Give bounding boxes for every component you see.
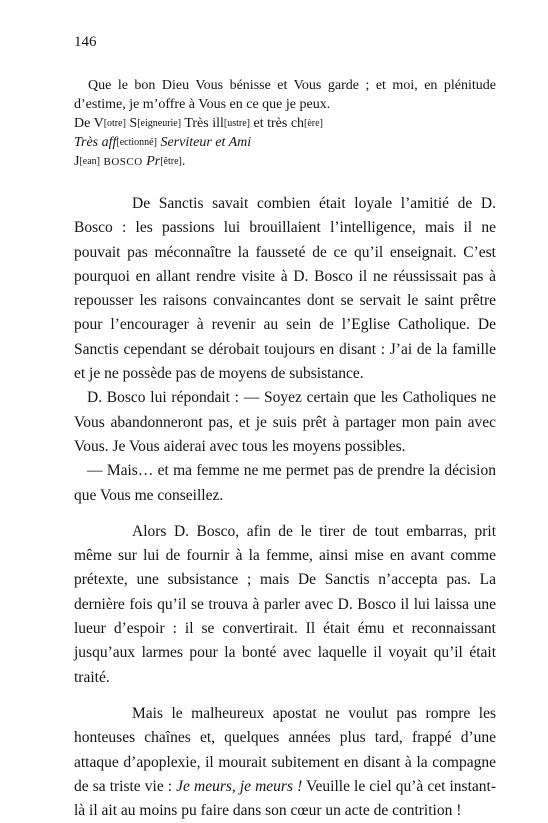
- paragraph: De Sanctis savait combien était loyale l’amitié de D. Bosco : les passions lui brouillaient l’intelligence, mais il ne pouvait pas méconnaître la fausseté de ce qu’il enseignait. C’est pourquoi en allant rendre visite à D. Bosco il ne réussissait pas à repousser les raisons convaincantes dont se servait le saint prêtre pour l’encourager à revenir au sein de l’Eglise Catholique. De Sanctis cependant se dérobait toujours en disant : J’ai de la famille et je ne possède pas de moyens de subsistance.: [74, 195, 496, 383]
- letter-ending: [74, 76, 496, 172]
- letter-signature: J[ean] BOSCO Pr[être].: [74, 154, 186, 169]
- quoted-last-words: Je meurs, je meurs !: [176, 777, 303, 795]
- dialogue-paragraph: — Mais… et ma femme ne me permet pas de prendre la décision que Vous me conseillez.: [74, 462, 496, 504]
- paragraph: Mais le malheureux apostat ne voulut pas rompre les honteuses chaînes et, quelques années plus tard, frappé d’une attaque d’apoplexie, il mourait subitement en disant à la compagne de sa triste vie : Je meurs, je meurs ! Veuille le ciel qu’à cet instant-là il ait au moins pu faire dans son cœur un acte de contrition !: [74, 704, 496, 820]
- letter-salutation: De V[otre] S[eigneurie] Très ill[ustre] et très ch[ère]: [74, 116, 323, 131]
- narrative-text: [74, 192, 496, 823]
- page-number: 146: [74, 34, 97, 50]
- letter-closing-line: Que le bon Dieu Vous bénisse et Vous garde ; et moi, en plénitude d’estime, je m’offre à Vous en ce que je peux.: [74, 78, 496, 112]
- dialogue-paragraph: D. Bosco lui répondait : — Soyez certain que les Catholiques ne Vous abandonneront pas, et je suis prêt à partager mon pain avec Vous. Je Vous aiderai avec tous les moyens possibles.: [74, 389, 496, 455]
- paragraph: Alors D. Bosco, afin de le tirer de tout embarras, prit même sur lui de fournir à la femme, ainsi mise en avant comme prétexte, une subsistance ; mais De Sanctis n’accepta pas. La dernière fois qu’il se trouva à parler avec D. Bosco il lui laissa une lueur d’espoir : il se convertirait. Il était ému et reconnaissant jusqu’aux larmes pour la bonté avec laquelle il voyait qu’il était traité.: [74, 522, 496, 686]
- letter-affection-line: Très aff[ectionné] Serviteur et Ami: [74, 135, 252, 150]
